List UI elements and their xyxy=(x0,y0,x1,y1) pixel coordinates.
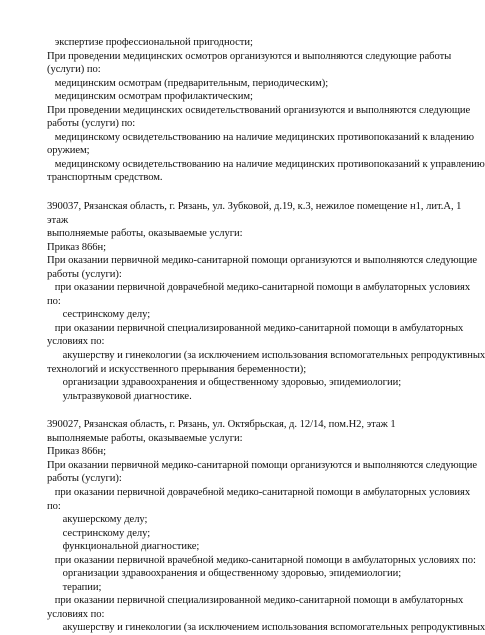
text-line: работы (услуги) по: xyxy=(47,118,136,130)
text-line: при оказании первичной доврачебной медико-санитарной помощи в амбулаторных условиях xyxy=(47,282,471,294)
text-line: медицинским осмотрам профилактическим; xyxy=(47,91,253,103)
text-line: ультразвуковой диагностике. xyxy=(47,390,192,402)
text-line: выполняемые работы, оказываемые услуги: xyxy=(47,228,243,240)
text-line: организации здравоохранения и общественному здоровью, эпидемиологии; xyxy=(47,568,402,580)
text-line: этаж xyxy=(47,214,69,226)
text-line: сестринскому делу; xyxy=(47,309,151,321)
section-address-oktyabrskaya xyxy=(47,418,485,635)
text-line: терапии; xyxy=(47,581,102,593)
text-line: работы (услуги): xyxy=(47,473,122,485)
text-line: условиях по: xyxy=(47,336,105,348)
text-line: сестринскому делу; xyxy=(47,527,151,539)
text-line: Приказ 866н; xyxy=(47,241,107,253)
text-line: при оказании первичной врачебной медико-санитарной помощи в амбулаторных условиях по: xyxy=(47,554,476,566)
text-line: при оказании первичной специализированной медико-санитарной помощи в амбулаторных xyxy=(47,322,464,334)
text-line: по: xyxy=(47,500,61,512)
text-line: выполняемые работы, оказываемые услуги: xyxy=(47,432,243,444)
text-line: При проведении медицинских освидетельствований организуются и выполняются следующие xyxy=(47,104,471,116)
text-line: экспертизе профессиональной пригодности; xyxy=(47,37,253,48)
text-line: условиях по: xyxy=(47,608,105,620)
text-line: акушерству и гинекологии (за исключением использования вспомогательных репродуктивных xyxy=(47,622,485,634)
text-line: При проведении медицинских осмотров организуются и выполняются следующие работы xyxy=(47,50,452,62)
text-line: организации здравоохранения и общественному здоровью, эпидемиологии; xyxy=(47,377,402,389)
text-line: 390027, Рязанская область, г. Рязань, ул. Октябрьская, д. 12/14, пом.Н2, этаж 1 xyxy=(47,419,396,431)
text-line: медицинскому освидетельствованию на наличие медицинских противопоказаний к владению xyxy=(47,131,474,143)
text-line: Приказ 866н; xyxy=(47,446,107,458)
text-line: акушерскому делу; xyxy=(47,514,148,526)
text-line: по: xyxy=(47,295,61,307)
text-line: транспортным средством. xyxy=(47,172,163,184)
section-gap xyxy=(47,403,410,418)
text-line: работы (услуги): xyxy=(47,268,122,280)
text-line: технологий и искусственного прерывания беременности); xyxy=(47,363,307,375)
text-line: функциональной диагностике; xyxy=(47,541,200,553)
section-address-zubkovoy xyxy=(47,200,485,403)
section-medical-examinations xyxy=(47,36,485,185)
text-line: при оказании первичной доврачебной медико-санитарной помощи в амбулаторных условиях xyxy=(47,486,471,498)
text-line: оружием; xyxy=(47,145,90,157)
text-line: При оказании первичной медико-санитарной помощи организуются и выполняются следующие xyxy=(47,255,477,267)
text-line: 390037, Рязанская область, г. Рязань, ул. Зубковой, д.19, к.3, нежилое помещение н1, лит.А, 1 xyxy=(47,201,462,213)
text-line: акушерству и гинекологии (за исключением использования вспомогательных репродуктивных xyxy=(47,350,485,362)
section-gap xyxy=(47,185,410,200)
text-line: медицинским осмотрам (предварительным, периодическим); xyxy=(47,77,329,89)
text-line: (услуги) по: xyxy=(47,64,101,76)
text-line: При оказании первичной медико-санитарной помощи организуются и выполняются следующие xyxy=(47,459,477,471)
text-line: медицинскому освидетельствованию на наличие медицинских противопоказаний к управлению xyxy=(47,158,485,170)
text-line: при оказании первичной специализированной медико-санитарной помощи в амбулаторных xyxy=(47,595,464,607)
